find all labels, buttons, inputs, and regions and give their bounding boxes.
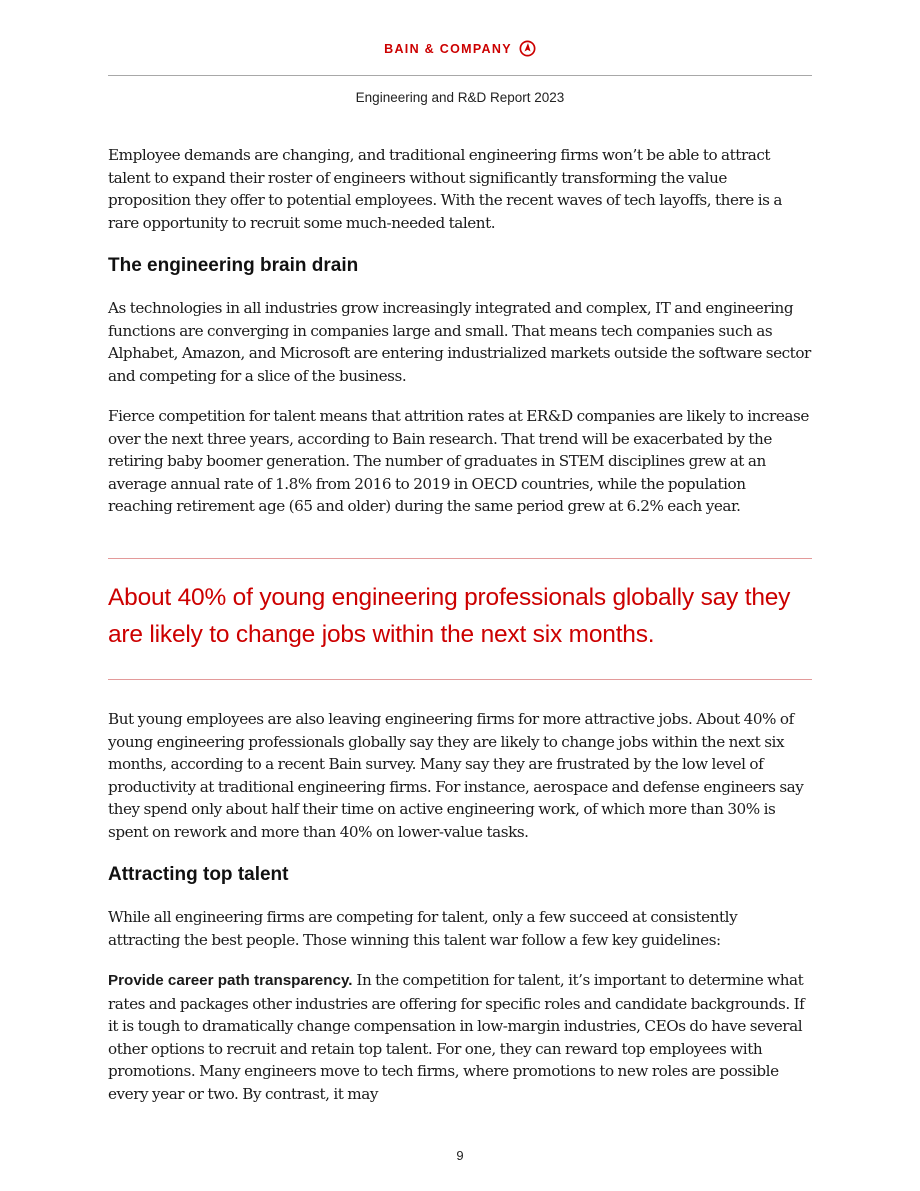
young-employees-paragraph: But young employees are also leaving engineering firms for more attractive jobs. About 40% of young engineering professionals globally say they are likely to change jobs within the next six months, according to a recent Bain survey. Many say they are frustrated by the low level of productivity at traditional engineering firms. For instance, aerospace and defense engineers say they spend only about half their time on active engineering work, of which more than 30% is spent on rework and more than 40% on lower-value tasks.: [108, 710, 804, 841]
intro-paragraph: Employee demands are changing, and traditional engineering firms won’t be able to attract talent to expand their roster of engineers without significantly transforming the value proposition they offer to potential employees. With the recent waves of tech layoffs, there is a rare opportunity to recruit some much-needed talent.: [108, 146, 782, 232]
bain-compass-icon: [519, 40, 536, 57]
report-title: Engineering and R&D Report 2023: [355, 90, 565, 105]
section-heading-attracting-talent: Attracting top talent: [108, 864, 289, 885]
header-divider: [108, 75, 812, 76]
brain-drain-paragraph-2: Fierce competition for talent means that attrition rates at ER&D companies are likely to increase over the next three years, according to Bain research. That trend will be exacerbated by the retiring baby boomer generation. The number of graduates in STEM disciplines grew at an average annual rate of 1.8% from 2016 to 2019 in OECD countries, while the population reaching retirement age (65 and older) during the same period grew at 6.2% each year.: [108, 407, 809, 515]
page-number: 9: [456, 1148, 464, 1163]
brain-drain-paragraph-1: As technologies in all industries grow increasingly integrated and complex, IT and engineering functions are converging in companies large and small. That means tech companies such as Alphabet, Amazon, and Microsoft are entering industrialized markets outside the software sector and competing for a slice of the business.: [108, 299, 811, 385]
pull-quote-top-rule: [108, 558, 812, 559]
brand-name: BAIN & COMPANY: [384, 41, 512, 56]
pull-quote-bottom-rule: [108, 679, 812, 680]
career-path-body: In the competition for talent, it’s important to determine what rates and packages other industries are offering for specific roles and candidate backgrounds. If it is tough to dramatically change compensation in low-margin industries, CEOs do have several other options to recruit and retain top talent. For one, they can reward top employees with promotions. Many engineers move to tech firms, where promotions to new roles are possible every year or two. By contrast, it may: [108, 971, 805, 1103]
page-header-brand: [0, 40, 920, 57]
career-path-lead: Provide career path transparency.: [108, 972, 353, 989]
attracting-talent-paragraph-1: While all engineering firms are competing for talent, only a few succeed at consistently attracting the best people. Those winning this talent war follow a few key guidelines:: [108, 908, 738, 949]
pull-quote: About 40% of young engineering professionals globally say they are likely to change jobs within the next six months.: [108, 584, 791, 648]
career-path-paragraph: [108, 969, 812, 1105]
section-heading-brain-drain: The engineering brain drain: [108, 255, 359, 276]
